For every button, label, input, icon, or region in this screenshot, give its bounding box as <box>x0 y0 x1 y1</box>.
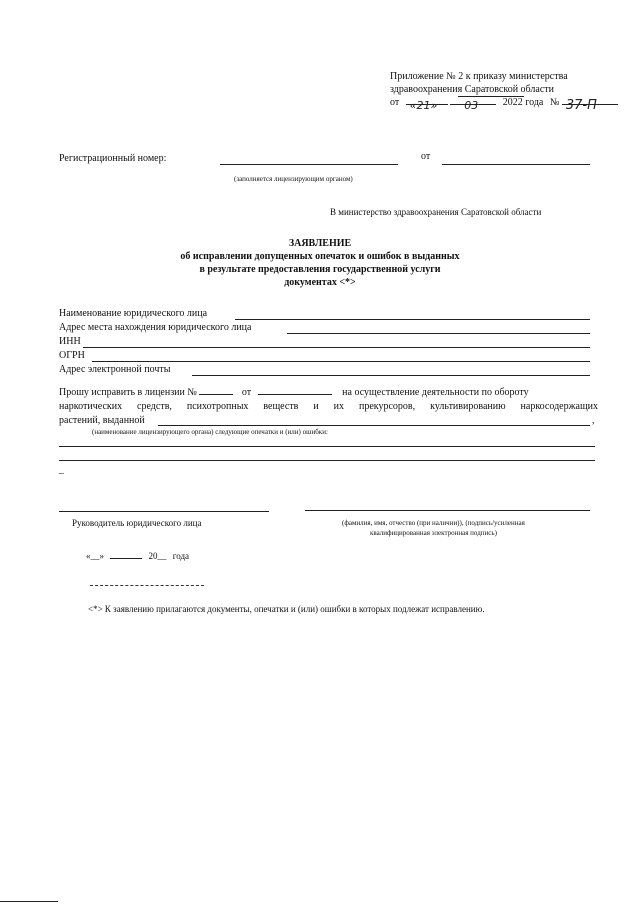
field-ogrn-line[interactable] <box>92 361 590 362</box>
year-blank[interactable]: __ <box>157 551 167 561</box>
year-suffix: года <box>172 551 190 561</box>
month-blank[interactable] <box>110 558 142 559</box>
field-email-label: Адрес электронной почты <box>59 364 171 375</box>
request-part-2: от <box>241 387 252 398</box>
request-line-3: растений, выданной <box>59 415 145 426</box>
title-line-3: в результате предоставления государственной услуги <box>199 264 441 275</box>
title-line-2: об исправлении допущенных опечаток и ошибок в выданных <box>180 251 460 262</box>
appendix-line-2: здравоохранения Саратовской области <box>390 84 554 95</box>
field-name-label: Наименование юридического лица <box>59 308 208 319</box>
errors-line-1[interactable] <box>59 446 595 447</box>
date-prefix: от <box>390 97 400 108</box>
month-field <box>450 99 496 112</box>
field-address-line[interactable] <box>287 333 590 334</box>
year-prefix: 20 <box>148 551 158 561</box>
document-title: ЗАЯВЛЕНИЕ <box>288 238 352 249</box>
scan-edge-mark <box>0 901 58 902</box>
signature-name-line[interactable] <box>305 510 590 511</box>
handwritten-day: «21» <box>409 99 438 112</box>
errors-line-2[interactable] <box>59 460 595 461</box>
addressee: В министерство здравоохранения Саратовской области <box>330 207 542 217</box>
appendix-date-row <box>390 97 618 113</box>
signature-label: Руководитель юридического лица <box>72 518 202 528</box>
signature-date <box>86 551 189 561</box>
day-field <box>406 99 448 112</box>
request-part-3: на осуществление деятельности по обороту <box>342 387 529 398</box>
signature-note-1: (фамилия, имя, отчество (при наличии)), (подпись/усиленная <box>342 519 525 527</box>
request-part-1: Прошу исправить в лицензии № <box>59 387 197 398</box>
title-line-4: документах <*> <box>284 277 356 288</box>
field-inn-line[interactable] <box>83 347 590 348</box>
appendix-line-1: Приложение № 2 к приказу министерства <box>390 71 568 82</box>
field-email-line[interactable] <box>192 375 590 376</box>
license-date-blank[interactable] <box>258 394 332 395</box>
open-quote: « <box>86 551 91 561</box>
field-inn-label: ИНН <box>59 336 81 347</box>
footnote-separator <box>90 585 204 586</box>
registration-number-line <box>220 164 398 165</box>
day-blank[interactable]: __ <box>90 551 100 561</box>
close-quote: » <box>99 551 104 561</box>
registration-date-label: от <box>421 151 431 162</box>
request-line-1 <box>59 387 529 398</box>
registration-label: Регистрационный номер: <box>59 153 167 164</box>
signature-position-line <box>59 511 269 512</box>
number-field <box>562 98 618 113</box>
field-address-label: Адрес места нахождения юридического лица <box>59 322 252 333</box>
year-text: 2022 года <box>502 97 544 108</box>
handwritten-month: 03 <box>464 99 479 112</box>
request-line-3-end: , <box>592 415 595 426</box>
field-ogrn-label: ОГРН <box>59 350 85 361</box>
dash-mark: – <box>59 468 64 479</box>
signature-note-2: квалифицированная электронная подпись) <box>370 529 497 537</box>
handwritten-number: 37-П <box>565 98 597 113</box>
registration-note: (заполняется лицензирующим органом) <box>234 175 353 183</box>
license-number-blank[interactable] <box>199 394 233 395</box>
issuer-line[interactable] <box>158 425 590 426</box>
field-name-line[interactable] <box>235 319 590 320</box>
request-line-2: наркотических средств, психотропных веществ и их прекурсоров, культивированию наркосодержащих <box>59 401 598 412</box>
footnote: <*> К заявлению прилагаются документы, опечатки и (или) ошибки в которых подлежат исправлению. <box>88 604 485 614</box>
registration-date-line <box>442 164 590 165</box>
number-sign: № <box>549 97 560 108</box>
issuer-note: (наименование лицензирующего органа) следующие опечатки и (или) ошибки: <box>92 428 328 436</box>
